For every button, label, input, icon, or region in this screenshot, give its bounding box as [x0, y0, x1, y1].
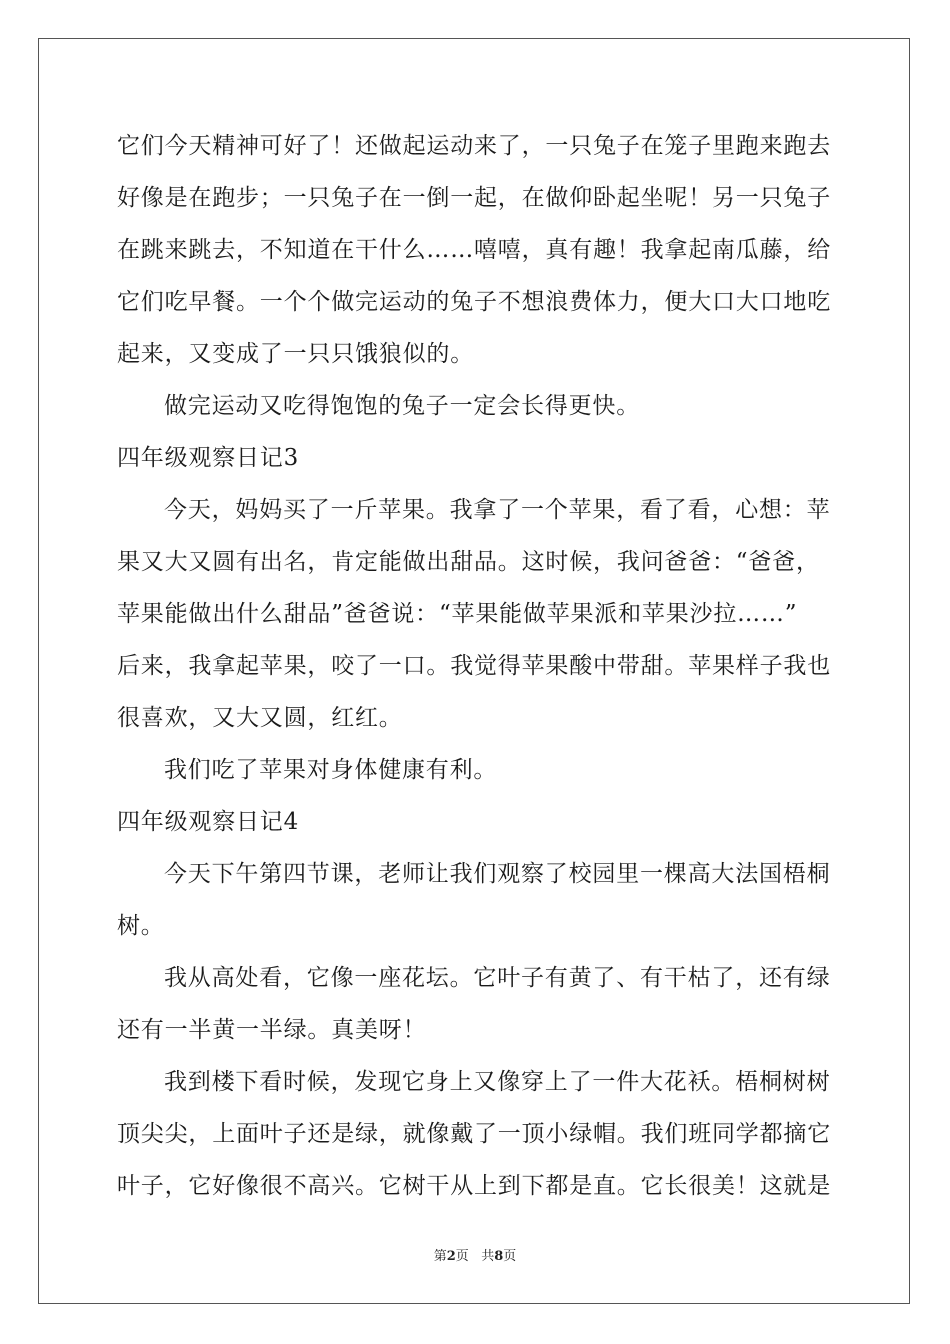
text-line: 今天下午第四节课，老师让我们观察了校园里一棵高大法国梧桐 — [164, 861, 831, 887]
text-line: 它们今天精神可好了！还做起运动来了，一只兔子在笼子里跑来跑去 — [117, 133, 831, 159]
text-line: 它们吃早餐。一个个做完运动的兔子不想浪费体力，便大口大口地吃 — [117, 289, 831, 315]
text-line: 果又大又圆有出名，肯定能做出甜品。这时候，我问爸爸：“爸爸， — [117, 549, 820, 575]
text-line: 我们吃了苹果对身体健康有利。 — [164, 757, 498, 783]
text-line: 做完运动又吃得饱饱的兔子一定会长得更快。 — [164, 393, 640, 419]
text-line: 苹果能做出什么甜品”爸爸说：“苹果能做苹果派和苹果沙拉……” — [117, 601, 798, 627]
text-line: 我从高处看，它像一座花坛。它叶子有黄了、有干枯了，还有绿 — [164, 965, 831, 991]
document-body — [117, 120, 837, 1212]
text-line: 四年级观察日记3 — [117, 445, 300, 471]
text-line: 顶尖尖，上面叶子还是绿，就像戴了一顶小绿帽。我们班同学都摘它 — [117, 1121, 831, 1147]
text-line: 好像是在跑步；一只兔子在一倒一起，在做仰卧起坐呢！另一只兔子 — [117, 185, 831, 211]
text-line: 还有一半黄一半绿。真美呀！ — [117, 1017, 427, 1043]
text-line: 后来，我拿起苹果，咬了一口。我觉得苹果酸中带甜。苹果样子我也 — [117, 653, 831, 679]
text-line: 叶子，它好像很不高兴。它树干从上到下都是直。它长很美！这就是 — [117, 1173, 831, 1199]
footer-page-number: 2 — [446, 1249, 456, 1264]
footer-prefix: 第 — [433, 1249, 447, 1264]
text-line: 今天，妈妈买了一斤苹果。我拿了一个苹果，看了看，心想：苹 — [164, 497, 831, 523]
text-line: 我到楼下看时候，发现它身上又像穿上了一件大花袄。梧桐树树 — [164, 1069, 831, 1095]
footer-total-suffix: 页 — [503, 1249, 517, 1264]
text-line: 在跳来跳去，不知道在干什么……嘻嘻，真有趣！我拿起南瓜藤，给 — [117, 237, 831, 263]
page-footer — [0, 1245, 950, 1264]
text-line: 四年级观察日记4 — [117, 809, 300, 835]
footer-total-prefix: 共 — [481, 1249, 495, 1264]
text-line: 很喜欢，又大又圆，红红。 — [117, 705, 403, 731]
text-line: 树。 — [117, 913, 165, 939]
footer-total-pages: 8 — [494, 1249, 504, 1264]
footer-page-suffix: 页 — [455, 1249, 469, 1264]
text-line: 起来，又变成了一只只饿狼似的。 — [117, 341, 474, 367]
